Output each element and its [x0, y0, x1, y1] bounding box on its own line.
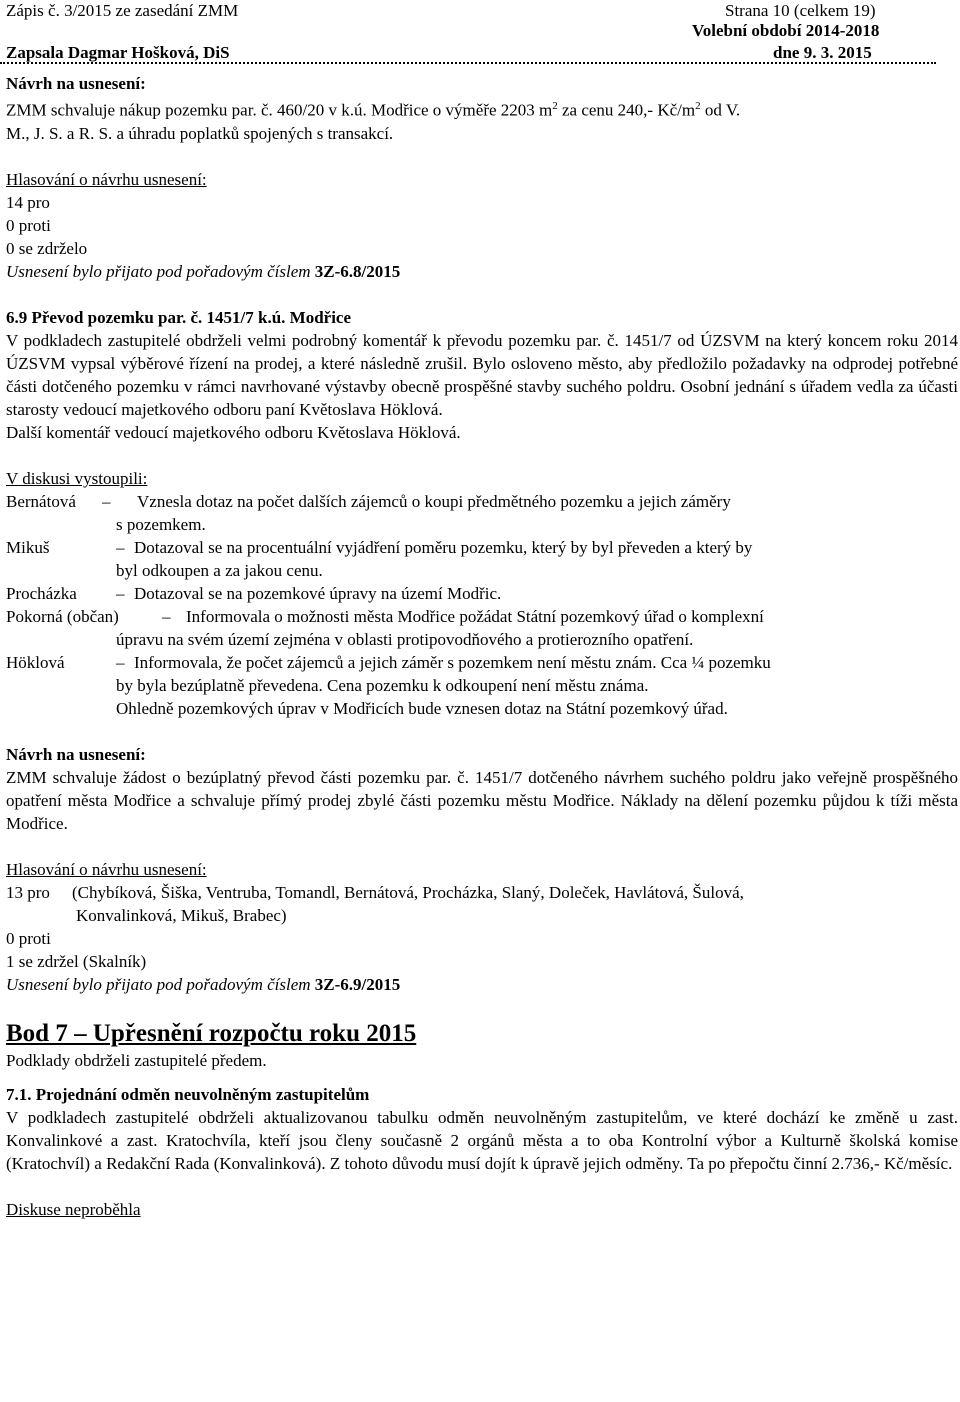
proposal-heading-2: Návrh na usnesení:: [6, 744, 146, 764]
vote-result-1: Usnesení bylo přijato pod pořadovým číslem 3Z-6.8/2015: [6, 261, 401, 281]
discussion-entry-prochazka: Procházka – Dotazoval se na pozemkové úpravy na území Modřic.: [6, 583, 502, 603]
proposal-heading-1: Návrh na usnesení:: [6, 74, 146, 93]
discussion-heading: V diskusi vystoupili:: [6, 468, 148, 488]
vote-heading-2: Hlasování o návrhu usnesení:: [6, 859, 207, 879]
vote-result-2: Usnesení bylo přijato pod pořadovým číslem 3Z-6.9/2015: [6, 974, 401, 994]
header-page-number: Strana 10 (celkem 19): [725, 1, 876, 20]
vote-pro-1: 14 pro: [6, 192, 50, 212]
header-date: dne 9. 3. 2015: [773, 43, 872, 62]
discussion-entry-bernatova: Bernátová – Vznesla dotaz na počet dalších zájemců o koupi předmětného pozemku a jejich záměry s pozemkem.: [6, 491, 731, 534]
header-title: Zápis č. 3/2015 ze zasedání ZMM: [6, 1, 239, 20]
discussion-entry-mikus: Mikuš – Dotazoval se na procentuální vyjádření poměru pozemku, který by byl převeden a který by byl odkoupen a za jakou cenu.: [6, 537, 753, 580]
page-header: [6, 1, 906, 65]
proposal-text-1: ZMM schvaluje nákup pozemku par. č. 460/20 v k.ú. Modřice o výměře 2203 $m^2$ za cenu 240,- $Kč/m^2$ od V.: [6, 100, 741, 120]
proposal-text-2: ZMM schvaluje žádost o bezúplatný převod části pozemku par. č. 1451/7 dotčeného návrhem suchého poldru jako veřejně prospěšného opatření města Modřice a schvaluje přímý prodej zbylé části pozemku městu Modřice. Náklady na dělení pozemku půjdou k tíži města Modřice.: [6, 767, 958, 833]
proposal-text-1b: M., J. S. a R. S. a úhradu poplatků spojených s transakcí.: [6, 123, 394, 143]
vote-heading-1: Hlasování o návrhu usnesení:: [6, 169, 207, 189]
discussion-none: Diskuse neproběhla: [6, 1199, 141, 1219]
discussion-entry-pokorna: Pokorná (občan) – Informovala o možnosti města Modřice požádat Státní pozemkový úřad o komplexní úpravu na svém území zejména v oblasti protipovodňového a protierozního opatření.: [6, 606, 764, 649]
vote-zdrzel-2: 1 se zdržel (Skalník): [6, 951, 147, 971]
vote-proti-1: 0 proti: [6, 215, 51, 235]
vote-pro-2: 13 pro (Chybíková, Šiška, Ventruba, Tomandl, Bernátová, Procházka, Slaný, Doleček, Havlátová, Šulová, Konvalinková, Mikuš, Brabec): [6, 882, 744, 925]
vote-zdrzelo-1: 0 se zdrželo: [6, 238, 88, 258]
bod-7-title: Bod 7 – Upřesnění rozpočtu roku 2015: [6, 1019, 417, 1047]
section-6-9-title: 6.9 Převod pozemku par. č. 1451/7 k.ú. Modřice: [6, 307, 352, 327]
header-divider: [0, 62, 936, 64]
header-term: Volební období 2014-2018: [692, 21, 880, 40]
document-body: [6, 72, 960, 1221]
section-7-1-paragraph: V podkladech zastupitelé obdrželi aktualizovanou tabulku odměn neuvolněným zastupitelům, ve které dochází ke změně u zast. Konvalinkové a zast. Kratochvíla, kteří jsou členy současně 2 orgánů města a to oba Kontrolní výbor a Kulturně školská komise (Kratochvíl) a Redakční Rada (Konvalinková). Z tohoto důvodu musí dojít k úpravě jejich odměny. Ta po přepočtu činní 2.736,- Kč/měsíc.: [6, 1107, 958, 1173]
vote-proti-2: 0 proti: [6, 928, 51, 948]
section-6-9-paragraph-2: Další komentář vedoucí majetkového odboru Květoslava Höklová.: [6, 422, 461, 442]
section-7-1-title: 7.1. Projednání odměn neuvolněným zastupitelům: [6, 1084, 370, 1104]
bod-7-subtitle: Podklady obdrželi zastupitelé předem.: [6, 1050, 267, 1070]
discussion-entry-hoklova: Höklová – Informovala, že počet zájemců a jejich záměr s pozemkem není městu znám. Cca ¼ pozemku by byla bezúplatně převedena. Cena pozemku k odkoupení není městu známa. Ohledně pozemkových úprav v Modřicích bude vznesen dotaz na Státní pozemkový úřad.: [6, 652, 771, 718]
header-author: Zapsala Dagmar Hošková, DiS: [6, 43, 230, 62]
section-6-9-paragraph: V podkladech zastupitelé obdrželi velmi podrobný komentář k převodu pozemku par. č. 1451/7 od ÚZSVM na který koncem roku 2014 ÚZSVM vypsal výběrové řízení na prodej, a které následně zrušil. Bylo osloveno město, aby předložilo požadavky na odprodej potřebné části dotčeného pozemku v rámci navrhované výstavby obecně prospěšné stavby suchého poldru. Osobní jednání s úřadem vedla za účasti starosty vedoucí majetkového odboru paní Květoslava Höklová.: [6, 330, 958, 419]
